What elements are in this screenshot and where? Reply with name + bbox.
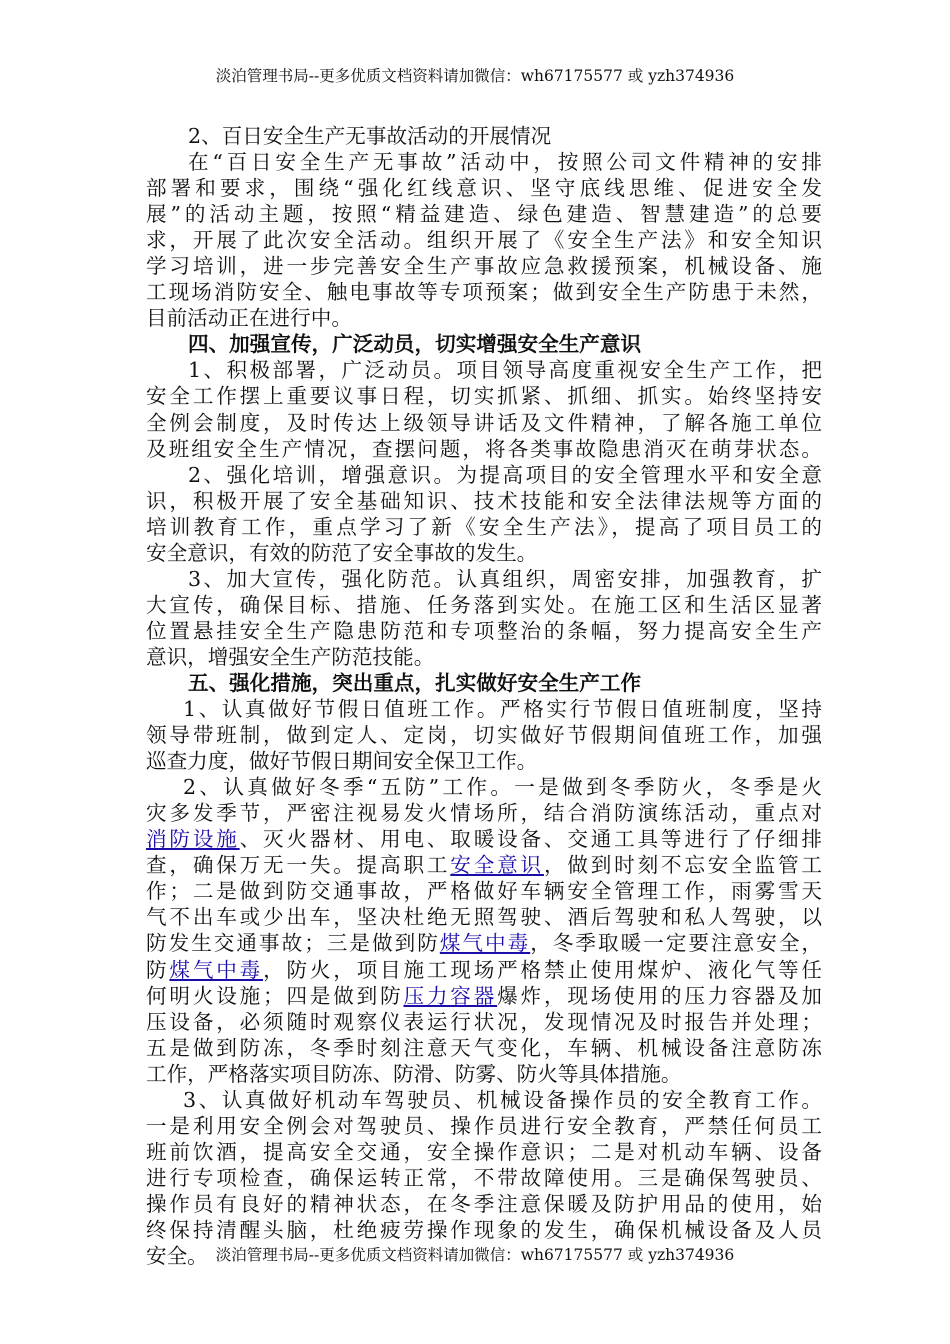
document-body xyxy=(146,123,822,1269)
paragraph-line: 培训教育工作，重点学习了新《安全生产法》，提高了项目员工的 xyxy=(146,514,822,539)
paragraph-line: 安全。 xyxy=(146,1244,208,1269)
paragraph-line: 意识，增强安全生产防范技能。 xyxy=(146,644,435,669)
text-segment: ，做到时刻不忘安全监管工 xyxy=(543,853,822,878)
paragraph-line: 五是做到防冻，冬季时刻注意天气变化，车辆、机械设备注意防冻 xyxy=(146,1035,822,1060)
link-safety-awareness[interactable]: 安全意识 xyxy=(450,853,544,878)
link-gas-poisoning[interactable]: 煤气中毒 xyxy=(439,931,531,956)
paragraph-line: 安全意识，有效的防范了安全事故的发生。 xyxy=(146,540,538,565)
paragraph-line xyxy=(146,983,822,1009)
paragraph-line: 全例会制度，及时传达上级领导讲话及文件精神，了解各施工单位 xyxy=(146,410,822,435)
paragraph-line: 气不出车或少出车，坚决杜绝无照驾驶、酒后驾驶和私人驾驶，以 xyxy=(146,905,822,930)
paragraph-line: 操作员有良好的精神状态，在冬季注意保暖及防护用品的使用，始 xyxy=(146,1191,822,1216)
paragraph-line: 2、认真做好冬季“五防”工作。一是做到冬季防火，冬季是火 xyxy=(183,775,822,800)
link-gas-poisoning-2[interactable]: 煤气中毒 xyxy=(169,957,264,982)
paragraph-line: 终保持清醒头脑，杜绝疲劳操作现象的发生，确保机械设备及人员 xyxy=(146,1217,822,1242)
paragraph-line: 3、认真做好机动车驾驶员、机械设备操作员的安全教育工作。 xyxy=(183,1087,822,1112)
text-segment: 爆炸，现场使用的压力容器及加 xyxy=(497,983,822,1008)
paragraph-line: 安全工作摆上重要议事日程，切实抓紧、抓细、抓实。始终坚持安 xyxy=(146,384,822,409)
text-segment: 防发生交通事故；三是做到防 xyxy=(146,931,440,956)
section-heading: 四、加强宣传，广泛动员，切实增强安全生产意识 xyxy=(188,332,642,357)
paragraph-line: 进行专项检查，确保运转正常，不带故障使用。三是确保驾驶员、 xyxy=(146,1165,822,1190)
paragraph-line xyxy=(146,826,822,852)
paragraph-line xyxy=(146,957,822,983)
paragraph-line: 在“百日安全生产无事故”活动中，按照公司文件精神的安排 xyxy=(188,150,822,175)
paragraph-line: 1、积极部署，广泛动员。项目领导高度重视安全生产工作，把 xyxy=(188,358,822,383)
paragraph-line: 部署和要求，围绕“强化红线意识、坚守底线思维、促进安全发 xyxy=(146,176,822,201)
paragraph-line: 求，开展了此次安全活动。组织开展了《安全生产法》和安全知识 xyxy=(146,228,822,253)
text-segment: ，防火，项目施工现场严格禁止使用煤炉、液化气等任 xyxy=(263,957,822,982)
text-segment: 查，确保万无一失。提高职工 xyxy=(146,853,451,878)
text-segment: 何明火设施；四是做到防 xyxy=(146,983,404,1008)
paragraph-line: 领导带班制，做到定人、定岗，切实做好节假期间值班工作，加强 xyxy=(146,723,822,748)
paragraph-line: 目前活动正在进行中。 xyxy=(146,306,352,331)
paragraph-line: 位置悬挂安全生产隐患防范和专项整治的条幅，努力提高安全生产 xyxy=(146,618,822,643)
paragraph-line: 展”的活动主题，按照“精益建造、绿色建造、智慧建造”的总要 xyxy=(146,202,822,227)
link-fire-facilities[interactable]: 消防设施 xyxy=(146,827,240,852)
paragraph-line: 学习培训，进一步完善安全生产事故应急救援预案，机械设备、施 xyxy=(146,254,822,279)
text-segment: 、灭火器材、用电、取暖设备、交通工具等进行了仔细排 xyxy=(239,827,822,852)
text-segment: ，冬季取暖一定要注意安全， xyxy=(530,931,822,956)
paragraph-line: 灾多发季节，严密注视易发火情场所，结合消防演练活动，重点对 xyxy=(146,801,822,826)
page-header: 淡泊管理书局--更多优质文档资料请加微信：wh67175577 或 yzh374936 xyxy=(215,67,735,85)
subsection-heading: 2、百日安全生产无事故活动的开展情况 xyxy=(188,124,552,148)
paragraph-line: 2、强化培训，增强意识。为提高项目的安全管理水平和安全意 xyxy=(188,462,822,487)
paragraph-line: 工作，严格落实项目防冻、防滑、防雾、防火等具体措施。 xyxy=(146,1061,682,1086)
paragraph-line: 压设备，必须随时观察仪表运行状况，发现情况及时报告并处理； xyxy=(146,1009,822,1034)
paragraph-line xyxy=(146,930,822,956)
paragraph-line: 3、加大宣传，强化防范。认真组织，周密安排，加强教育，扩 xyxy=(188,566,822,591)
link-pressure-vessel[interactable]: 压力容器 xyxy=(403,983,498,1008)
paragraph-line: 大宣传，确保目标、措施、任务落到实处。在施工区和生活区显著 xyxy=(146,592,822,617)
page-footer: 淡泊管理书局--更多优质文档资料请加微信：wh67175577 或 yzh374936 xyxy=(215,1246,735,1264)
paragraph-line: 巡查力度，做好节假日期间安全保卫工作。 xyxy=(146,749,538,774)
paragraph-line: 工现场消防安全、触电事故等专项预案；做到安全生产防患于未然， xyxy=(146,280,822,305)
text-segment: 防 xyxy=(146,957,170,982)
paragraph-line: 班前饮酒，提高安全交通，安全操作意识；二是对机动车辆、设备 xyxy=(146,1139,822,1164)
paragraph-line xyxy=(146,852,822,878)
section-heading: 五、强化措施，突出重点，扎实做好安全生产工作 xyxy=(188,670,642,695)
paragraph-line: 1、认真做好节假日值班工作。严格实行节假日值班制度，坚持 xyxy=(183,697,822,722)
paragraph-line: 作；二是做到防交通事故，严格做好车辆安全管理工作，雨雾雪天 xyxy=(146,879,822,904)
paragraph-line: 及班组安全生产情况，查摆问题，将各类事故隐患消灭在萌芽状态。 xyxy=(146,436,822,461)
paragraph-line: 识，积极开展了安全基础知识、技术技能和安全法律法规等方面的 xyxy=(146,488,822,513)
paragraph-line: 一是利用安全例会对驾驶员、操作员进行安全教育，严禁任何员工 xyxy=(146,1113,822,1138)
